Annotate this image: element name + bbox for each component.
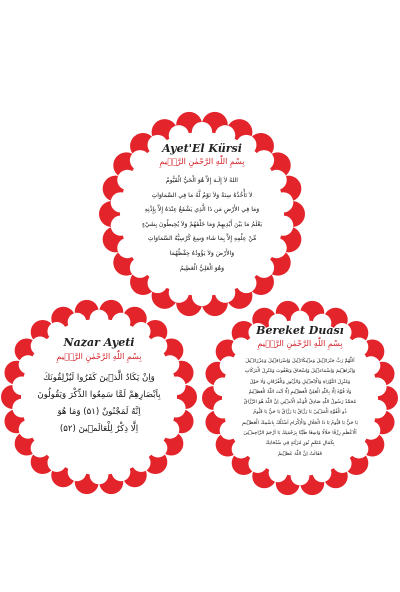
badge-title: Ayet'El Kürsi <box>162 142 242 155</box>
text-line: مِّنْ عِلْمِهِ إِلاَّ بِمَا شَاء وَسِعَ كُرْسِيُّهُ السَّمَاوَاتِ <box>147 235 257 243</box>
text-line: ذُو الْقُوَّةِ الْمَت۪ينُ يَا رَزَّاقُ يَا رَزَّاقُ يَا حَيُّ يَا قَيُّومُ <box>253 409 347 416</box>
text-line: يَعْلَمُ مَا بَيْنَ أَيْدِيهِمْ وَمَا خَلْفَهُمْ وَلاَ يُحِيطُونَ بِشَيْءٍ <box>141 220 263 228</box>
text-line: اَلْاَعْظَمِ رِزْقًا حَلَالًا وَاسِعًا طَيِّبًا بِرَحْمَتِكَ يَا اَرْحَمَ الرَّاحِم۪ينَ <box>243 430 357 437</box>
text-line: وَاِبْرَاه۪يمَ وَاِسْمَاع۪يلَ وَاِسْحَاقَ وَيَعْقُوبَ وَمُنْزِلَ الْبَرَكَاتِ <box>244 368 356 375</box>
text-line: وَالأَرْضَ وَلاَ يَؤُودُهُ حِفْظُهُمَا <box>169 249 235 257</box>
text-line: يَا حَيُّ يَا قَيُّومُ يَا ذَا الْجَلَالِ وَالْاِكْرَامِ اَسْئَلُكَ بِاسْمِكَ الْعَظ۪يمِ <box>242 419 358 426</box>
text-line: اِلَّا ذِكْرٌ لِلْعَالَم۪ينَ (۵۲) <box>59 424 139 434</box>
text-line: اِنَّهُ لَمَجْنُونٌ (۵۱) وَمَا هُوَ <box>57 407 141 417</box>
ayetel-kursi-text <box>130 174 274 276</box>
text-line: وَمَا فِي الأَرْضِ مَن ذَا الَّذِي يَشْفَعُ عِنْدَهُ إِلاَّ بِإِذْنِهِ <box>144 206 260 214</box>
text-line: مُحَمَّدٌ رَسُولُ اللّٰهِ صَادِقُ الْوَعْدِ الْاَم۪ينِ اِنَّ اللّٰهَ هُوَ الرَّزَّاقُ <box>243 399 357 406</box>
nazar-ayeti-text <box>26 370 172 438</box>
bereket-duasi-badge <box>202 300 398 496</box>
text-line: بِاَبْصَارِهِمْ لَمَّا سَمِعُوا الذِّكْرَ وَيَقُولُونَ <box>37 390 161 400</box>
ayetel-kursi-badge <box>100 112 304 316</box>
text-line: اللهُ لاَ إِلَـهَ إِلاَّ هُوَ الْحَيُّ الْقَيُّومُ <box>165 177 239 184</box>
text-line: وَلَا قُوَّةَ اِلَّا بِاللّٰهِ الْعَلِيِّ الْعَظ۪يمِ اِلَّا اَنْتَ اللّٰهُ الْعَظ۪يمُ <box>248 388 352 395</box>
text-line: فَقَالَتْ اِنَّ اللّٰهَ عَظ۪يمٌ <box>278 450 322 457</box>
nazar-ayeti-badge <box>2 300 196 494</box>
bereket-duasi-text <box>227 356 373 459</box>
basmala-calligraphy: بِسْمِ اللّٰهِ الرَّحْمٰنِ الرَّح۪يمِ <box>257 339 343 348</box>
text-line: وَمُنْزِلَ التَّوْرَاةِ وَالْاِنْج۪يلِ وَالزَّبُورِ وَالْفُرْقَانِ وَلَا حَوْلَ <box>249 378 351 385</box>
text-line: اَللّٰهُمَّ رَبَّ جَبْرَائ۪يلَ وَم۪يكَائ۪يلَ وَاِسْرَاف۪يلَ وَعِزْرَائ۪يلَ <box>245 358 355 364</box>
badge-title: Nazar Ayeti <box>63 336 135 349</box>
badge-title: Bereket Duası <box>256 324 344 337</box>
text-line: لاَ تَأْخُذُهُ سِنَةٌ وَلاَ نَوْمٌ لَّهُ مَا فِي السَّمَاوَاتِ <box>151 191 253 199</box>
text-line: بِكَمَالِ مُتَمِّمٍ نُورٍ مُزَيَّنَةٍ فِي سُبْحَانِكَ <box>265 440 335 447</box>
basmala-calligraphy: بِسْمِ اللّٰهِ الرَّحْمٰنِ الرَّح۪يمِ <box>56 352 142 361</box>
text-line: وَهُوَ الْعَلِيُّ الْعَظِيمُ <box>179 264 225 272</box>
basmala-calligraphy: بِسْمِ اللّٰهِ الرَّحْمٰنِ الرَّح۪يمِ <box>159 157 245 166</box>
text-line: وَاِنْ يَكَادُ الَّذ۪ينَ كَفَرُوا لَيُزْلِقُونَكَ <box>43 373 155 383</box>
